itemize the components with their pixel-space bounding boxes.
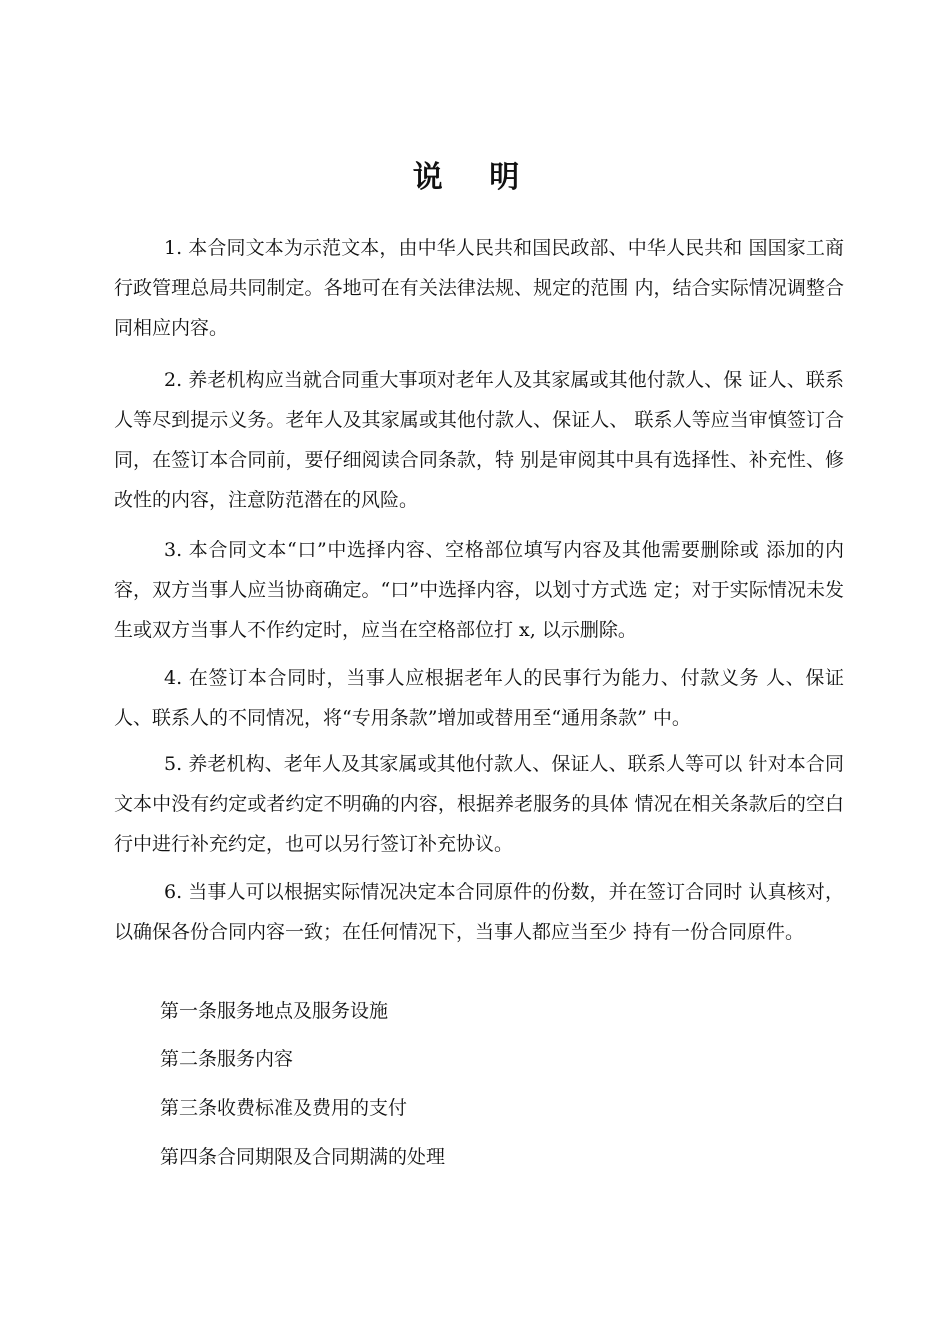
toc-item-article-1: 第一条服务地点及服务设施: [160, 1000, 389, 1022]
toc-item-article-4: 第四条合同期限及合同期满的处理: [160, 1146, 446, 1168]
toc-item-article-2: 第二条服务内容: [160, 1048, 294, 1070]
toc-item-article-3: 第三条收费标准及费用的支付: [160, 1097, 408, 1119]
instruction-paragraph-6: 6. 当事人可以根据实际情况决定本合同原件的份数，并在签订合同时 认真核对，以确保各份合同内容一致；在任何情况下，当事人都应当至少 持有一份合同原件。: [114, 881, 844, 943]
instruction-paragraph-3: 3. 本合同文本“口”中选择内容、空格部位填写内容及其他需要删除或 添加的内容，双方当事人应当协商确定。“口”中选择内容，以划寸方式选 定；对于实际情况未发生或双方当事人不作约定时，应当在空格部位打 x, 以示删除。: [114, 539, 844, 641]
instruction-paragraph-1: 1. 本合同文本为示范文本，由中华人民共和国民政部、中华人民共和 国国家工商行政管理总局共同制定。各地可在有关法律法规、规定的范围 内，结合实际情况调整合同相应内容。: [114, 237, 844, 339]
instruction-paragraph-5: 5. 养老机构、老年人及其家属或其他付款人、保证人、联系人等可以 针对本合同文本中没有约定或者约定不明确的内容，根据养老服务的具体 情况在相关条款后的空白行中进行补充约定，也可以另行签订补充协议。: [114, 753, 844, 855]
instruction-paragraph-4: 4. 在签订本合同时，当事人应根据老年人的民事行为能力、付款义务 人、保证人、联系人的不同情况，将“专用条款”增加或替用至“通用条款” 中。: [114, 667, 844, 729]
instruction-paragraph-2: 2. 养老机构应当就合同重大事项对老年人及其家属或其他付款人、保 证人、联系人等尽到提示义务。老年人及其家属或其他付款人、保证人、 联系人等应当审慎签订合同，在签订本合同前，要仔细阅读合同条款，特 别是审阅其中具有选择性、补充性、修改性的内容，注意防范潜在的风险。: [114, 369, 844, 511]
document-title: 说 明: [412, 160, 538, 195]
